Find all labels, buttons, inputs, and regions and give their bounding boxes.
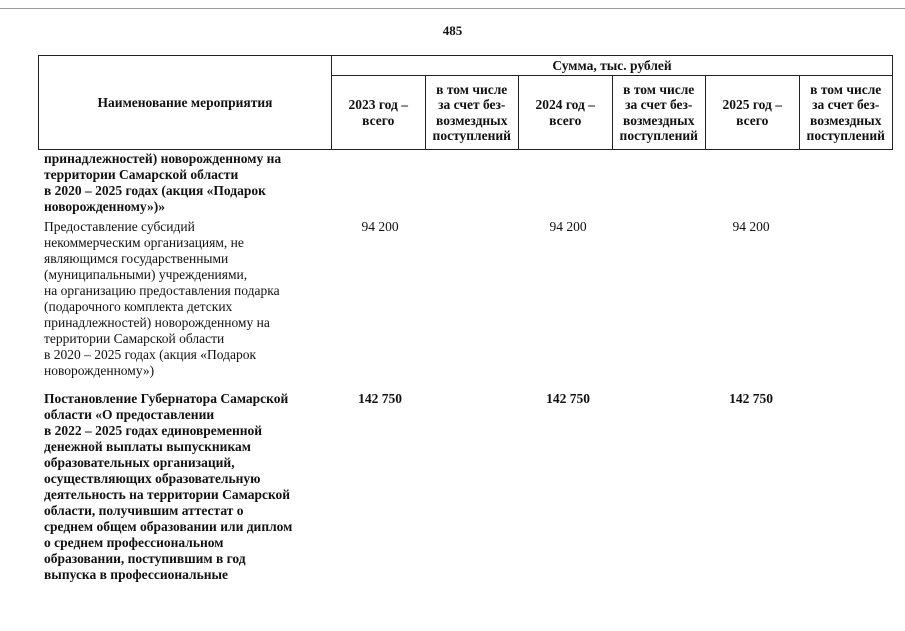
budget-table-header [38, 55, 893, 150]
page-number: 485 [442, 23, 463, 38]
column-header-2023-total: 2023 год – всего [332, 76, 426, 150]
value-2023: 94 200 [361, 219, 399, 234]
row-name: принадлежностей) новорожденному на территории Самарской области в 2020 – 2025 годах (акция «Подарок новорожденному»)» [44, 151, 282, 214]
row-name: Предоставление субсидий некоммерческим организациям, не являющимся государственными (муниципальными) учреждениями, на организацию предоставления подарка (подарочного комплекта детских принадлежностей) новорожденному на территории Самарской области в 2020 – 2025 годах (акция «Подарок новорожденному») [44, 219, 280, 378]
column-header-2023-grants: в том числе за счет без- возмездных поступлений [425, 76, 519, 150]
value-2023: 142 750 [358, 391, 402, 406]
column-header-2025-grants: в том числе за счет без- возмездных поступлений [799, 76, 893, 150]
value-2024: 142 750 [546, 391, 590, 406]
column-header-2024-total: 2024 год – всего [519, 76, 613, 150]
value-2025: 94 200 [732, 219, 770, 234]
top-border-line [0, 8, 905, 9]
value-2025: 142 750 [729, 391, 773, 406]
column-header-name: Наименование мероприятия [39, 56, 332, 150]
column-header-2025-total: 2025 год – всего [706, 76, 800, 150]
column-header-sum: Сумма, тыс. рублей [332, 56, 893, 76]
value-2024: 94 200 [549, 219, 587, 234]
column-header-2024-grants: в том числе за счет без- возмездных поступлений [612, 76, 706, 150]
row-name: Постановление Губернатора Самарской области «О предоставлении в 2022 – 2025 годах единовременной денежной выплаты выпускникам образовательных организаций, осуществляющих образовательную деятельность на территории Самарской области, получившим аттестат о среднем общем образовании или диплом о среднем профессиональном образовании, поступившим в год выпуска в профессиональные [44, 391, 293, 582]
